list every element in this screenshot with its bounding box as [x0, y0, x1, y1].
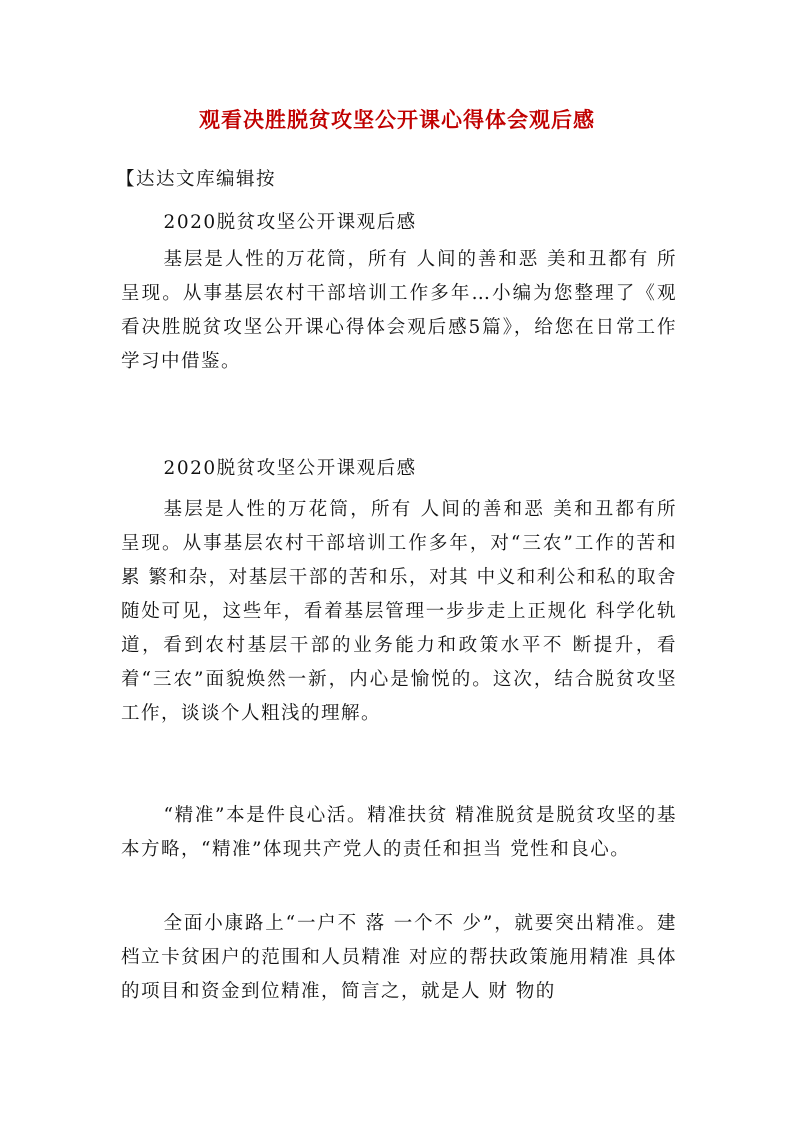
- paragraph-4: 全面小康路上“一户不 落 一个不 少”，就要突出精准。建档立卡贫困户的范围和人员精准 对应的帮扶政策施用精准 具体的项目和资金到位精准，简言之，就是人 财 物的: [121, 913, 677, 1002]
- paragraph-1: 基层是人性的万花筒，所有 人间的善和恶 美和丑都有 所呈现。从事基层农村干部培训工作多年…小编为您整理了《观看决胜脱贫攻坚公开课心得体会观后感5篇》，给您在日常工作学习中借鉴。: [121, 249, 677, 372]
- page-title: 观看决胜脱贫攻坚公开课心得体会观后感: [199, 107, 595, 132]
- paragraph-3: “精准”本是件良心活。精准扶贫 精准脱贫是脱贫攻坚的基本方略，“精准”体现共产党人的责任和担当 党性和良心。: [121, 805, 677, 860]
- section-heading-1: 2020脱贫攻坚公开课观后感: [163, 212, 417, 233]
- section-heading-2: 2020脱贫攻坚公开课观后感: [163, 458, 417, 479]
- paragraph-2: 基层是人性的万花筒，所有 人间的善和恶 美和丑都有所呈现。从事基层农村干部培训工作多年，对“三农”工作的苦和累 繁和杂，对基层干部的苦和乐，对其 中义和利公和私的取舍随处可见，这些年，看着基层管理一步步走上正规化 科学化轨道，看到农村基层干部的业务能力和政策水平不 断提升，看着“三农”面貌焕然一新，内心是愉悦的。这次，结合脱贫攻坚工作，谈谈个人粗浅的理解。: [121, 499, 677, 724]
- editor-note: 【达达文库编辑按: [116, 169, 277, 190]
